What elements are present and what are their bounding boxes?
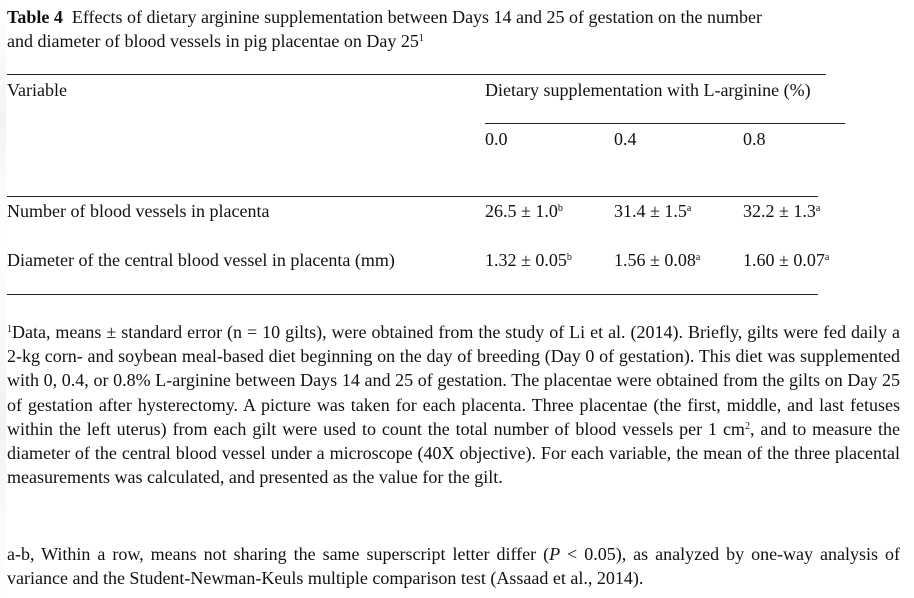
table-cell: 32.2 ± 1.3$^a$ — [743, 201, 821, 221]
table-cell: 26.5 ± 1.0$^b$ — [485, 201, 563, 221]
table-caption — [7, 6, 762, 28]
header-group: Dietary supplementation with L-arginine (%) — [485, 80, 811, 100]
table-cell: 1.60 ± 0.07$^a$ — [743, 250, 830, 270]
header-level-0: 0.0 — [485, 129, 508, 149]
footnote-marker: 1 — [7, 324, 12, 335]
header-level-1: 0.4 — [614, 129, 637, 149]
table-cell: 31.4 ± 1.5$^a$ — [614, 201, 692, 221]
table-cell: 1.56 ± 0.08$^a$ — [614, 250, 701, 270]
group-header-rule — [485, 123, 845, 124]
table-caption-line-2: and diameter of blood vessels in pig placentae on Day $25^1$ — [7, 31, 424, 51]
page-edge-shade — [0, 0, 6, 598]
row-variable: Number of blood vessels in placenta — [7, 201, 270, 221]
table-cell: 1.32 ± 0.05$^b$ — [485, 250, 572, 270]
footnote-superscript-letters: a-b, Within a row, means not sharing the same superscript letter differ (P < 0.05), as analyzed by one-way analysis of variance and the Student-Newman-Keuls multiple comparison test (Assaad et al., 2014). — [7, 544, 900, 589]
table-top-rule — [7, 74, 826, 75]
table-label: Table 4 — [7, 7, 63, 27]
caption-line-1: Effects of dietary arginine supplementation between Days 14 and 25 of gestation on the number — [71, 7, 763, 27]
caption-footnote-marker: 1 — [418, 33, 424, 44]
header-variable: Variable — [7, 80, 67, 100]
header-level-2: 0.8 — [743, 129, 766, 149]
row-variable: Diameter of the central blood vessel in placenta (mm) — [7, 250, 395, 270]
header-bottom-rule — [7, 196, 818, 197]
footnote-data-source: $^1$Data, means ± standard error (n = 10 gilts), were obtained from the study of Li et al. (2014). Briefly, gilts were fed daily a 2-kg corn- and soybean meal-based diet beginning on the day of breeding (Day 0 of gestation). This diet was supplemented with 0, 0.4, or 0.8% L-arginine between Days 14 and 25 of gestation. The placentae were obtained from the gilts on Day 25 of gestation after hysterectomy. A picture was taken for each placenta. Three placentae (the first, middle, and last fetuses within the left uterus) from each gilt were used to count the total number of blood vessels per 1 $cm^2$, and to measure the diameter of the central blood vessel under a microscope (40X objective). For each variable, the mean of the three placental measurements was calculated, and presented as the value for the gilt. — [7, 322, 900, 488]
table-bottom-rule — [7, 294, 818, 295]
